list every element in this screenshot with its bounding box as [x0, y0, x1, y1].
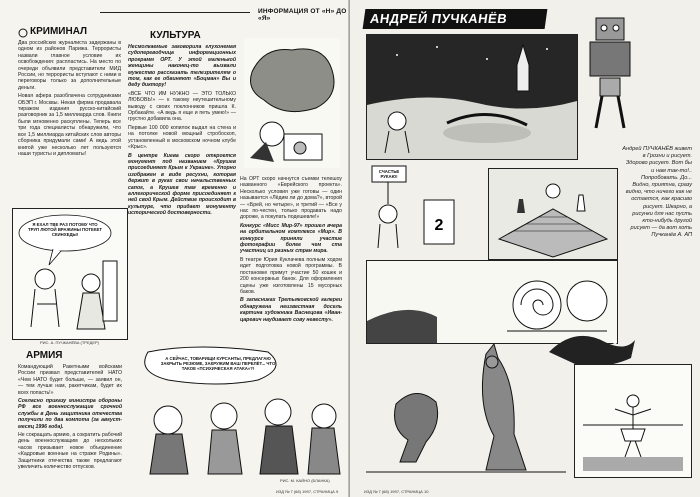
section-title-army: АРМИЯ — [26, 350, 63, 361]
dancer-drawing — [575, 365, 691, 477]
section-title-crime: КРИМИНАЛ — [30, 26, 88, 37]
army-text — [18, 364, 122, 490]
culture-paragraph: Несмолкаемые заговорила глухонемая судопереводчица информационных программ ОРТ. У этой маленькой женщины наконец-то вызвали мужество рассказать телезрителям о том, как ее обвиняют «Боцман» Вы и деду диктору! — [128, 44, 236, 89]
moon-scene-panel — [366, 34, 578, 160]
moon-scene-drawing — [367, 35, 577, 159]
army-paragraph: Согласно приказу министра обороны РФ все военнослужащие срочной службы в День защитника отечества получили по два компота (за август-месяц 1996 года). — [18, 398, 122, 430]
header-info: ИНФОРМАЦИЯ ОТ «Н» ДО «Я» — [258, 8, 347, 22]
svg-text:2: 2 — [434, 217, 444, 234]
crime-paragraph: Новая афера разоблачена сотрудниками ОБЭП г. Москвы. Некая фирма продавала тиражом издания русско-китайский разговорник за 1,5 миллиарда слов. Книги были мгновенно раскуплены. Теперь все три года специалисты обнаружили, что все 1,5 миллиарда китайских слов авторы сборника придумали сами! А ведь этой книгой уже несколько лет пользуются наши туристы и дипломаты! — [18, 93, 121, 157]
crime-icon — [18, 28, 28, 38]
army-caption: РИС. М. КАЙНО (БЛАНКА) — [280, 478, 330, 483]
kangaroo-cartoon — [366, 344, 566, 484]
misc-text — [240, 176, 342, 346]
kangaroo-drawing — [366, 344, 566, 484]
army-cartoon — [128, 346, 344, 476]
artist-bio: Андрей ПУЧКАНЁВ живет в Грозни и рисует. Здорово рисует. Вот бы и нам так-то!.. Попробовать. До... Видно, приятна, сразу видно, что ничего как не остается, как красиво рисует. Шкарно, а рисунки для нас пусть кто-нибудь другой рисует — да вот хоть Пучканёв А. АП — [622, 146, 692, 239]
chess-panel — [488, 168, 618, 260]
crime-text — [18, 40, 121, 200]
chessboard-drawing — [489, 169, 617, 259]
culture-text-col1 — [128, 44, 236, 272]
culture-paragraph: Первые 100 000 копилок выдал на стена и на потолке новой мощный стробоскоп, установленный в московском ночном клубе «Крыс». — [128, 124, 236, 151]
crime-caption: РИС. А. ПУЧКАНЁВА (ТРЕДЕР) — [40, 340, 99, 345]
crime-speech-bubble: Я ЕХАЛ ТВЕ РАЗ ПОТОМУ ЧТО ТРУП ЛЮТОЙ ВРАЖИНЫ ПОТЕКЕТ СКИНХЕДЫ! — [27, 222, 103, 237]
robot-illustration — [582, 12, 642, 130]
page-footer-left: ИЗД № 7 (68) 1997, СТРАНИЦА 9 — [276, 489, 339, 494]
misc-paragraph: В театре Юрия Куклачева полным ходом идет подготовка новой программы. В постановке примут участие 50 кошек и 200 консервных банок. Для оформления сцены уже изготовлены 15 мусорных баков. — [240, 256, 342, 295]
dancer-panel — [574, 364, 692, 478]
artist-title: АНДРЕЙ ПУЧКАНЁВ — [363, 9, 548, 29]
section-title-culture: КУЛЬТУРА — [150, 30, 201, 41]
army-paragraph: Командующий Ракетными войсками России призвал представителей НАТО «Чем НАТО будет больше, — заявил он, — тем лучше нам, ракетчикам, будет их всех попасть!» — [18, 364, 122, 396]
culture-paragraph: В центре Киева скоро откроется монумент под названием «Крушев присоединяет Крым к Украине». Упорно изображен в виде ресухни, которая держит в руках свои начальственных сапог, а Крушев там временно и аллегорической форме присоединяет к ней свой Крым. Действие происходит в культуре, что придает монументу исторической достоверности. — [128, 152, 236, 217]
culture-cartoon — [244, 38, 340, 168]
crime-paragraph: Два российских журналиста задержаны в одном из районов Парижа. Террористы назвали главное условие их освобождения: распластись. На место по очереди объявили представители МИД России, но террористы вступают с ними в переговоры только за дополнительные деньги. — [18, 40, 121, 91]
misc-paragraph: Конкурс «Мисс Мир-97» прошел вчера на орбитальном комплексе «Мир». В конкурсе приняли участие фотографии более чем ста участниц из разных стран мира. — [240, 222, 342, 255]
misc-paragraph: В запасниках Третьяковской галереи обнаружена неизвестная досель картина художника Васнецова «Иван-царевич наудивает сову невесту». — [240, 297, 342, 323]
page-footer-right: ИЗД № 7 (68) 1997, СТРАНИЦА 10 — [364, 489, 429, 494]
army-speech-bubble: А СЕЙЧАС, ТОВАРИЩИ КУРСАНТЫ, ПРЕДЛАГАЮ ЗАКРЫТЬ РЕЗЮМЕ, ЗАКРУЖИМ ВАШ ПЕРЕЛЁТ... ЧТО ТАКОЕ «ПСИХИЧЕСКАЯ АТАКА»?! — [160, 356, 276, 371]
culture-cartoon-drawing — [244, 38, 340, 168]
header-rule — [100, 12, 250, 13]
culture-paragraph: «ВСЕ ЧТО ИМ НУЖНО — ЭТО ТОЛЬКО ЛЮБОВЬ!» — к такому неутешительному выводу с своих поклонников пришла К. Орбакайте. «А ведь я еще и петь умею!» — грустно добавила она. — [128, 90, 236, 123]
crime-cartoon — [12, 208, 128, 340]
sign-cartoon — [366, 164, 482, 252]
army-paragraph: Не сокращать армию, а сократить рабочий день военнослужащим до нескольких часов призывает новое объединение «Кадровые военные на страже Родины». Защитники отечества также предлагают увеличить количество отпусков. — [18, 432, 122, 471]
sign-text: СЧАСТЬЕ РУКАЮ! — [378, 169, 400, 179]
misc-paragraph: На ОРТ скоро начнутся съемки телешоу названного «Еврейского проекта». Несколько условия уже готовы — один называется «Лёдим ли до дома?», второй — «Брей, но четыре», и третий — «Все у нас по-честен, только продавать надо дороже, а покупать подешевле!» — [240, 176, 342, 221]
